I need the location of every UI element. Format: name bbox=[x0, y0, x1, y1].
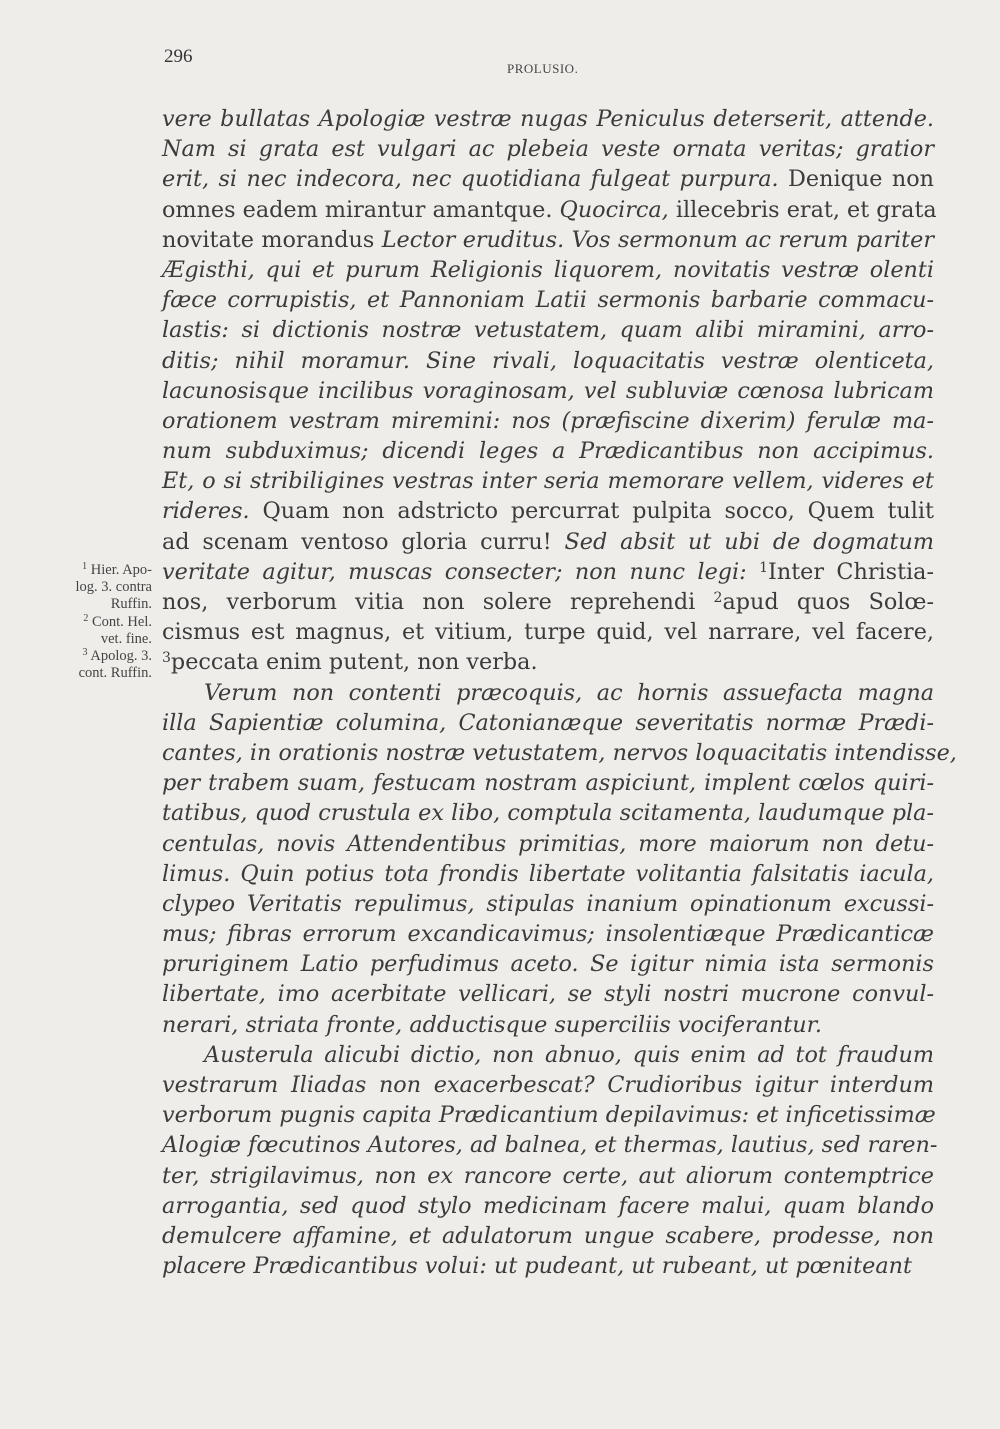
text-line bbox=[162, 798, 934, 828]
roman-text: Quam non adstricto percurrat pulpita socco, Quem tulit bbox=[249, 498, 934, 525]
text-line bbox=[162, 768, 934, 798]
text-line bbox=[162, 436, 934, 466]
italic-text: erit, si nec indecora, nec quotidiana fulgeat purpura. bbox=[162, 166, 779, 193]
roman-text: novitate morandus bbox=[162, 226, 382, 253]
italic-text: centulas, novis Attendentibus primitias, more maiorum non detu- bbox=[162, 830, 934, 857]
italic-text: Alogiæ fœcutinos Autores, ad balnea, et thermas, lautius, sed raren- bbox=[162, 1132, 938, 1159]
roman-text: Inter Christia- bbox=[768, 558, 935, 585]
roman-text: illecebris erat, et grata bbox=[668, 196, 937, 223]
italic-text: Quocirca, bbox=[559, 196, 669, 223]
italic-text: Verum non contenti præcoquis, ac hornis assuefacta magna bbox=[204, 679, 934, 706]
roman-text: ad scenam ventoso gloria curru! bbox=[162, 528, 565, 555]
italic-text: veritate agitur, muscas consecter; non nunc legi: bbox=[162, 558, 760, 585]
margin-note-line bbox=[30, 562, 152, 579]
text-line bbox=[162, 496, 934, 526]
margin-note-marker: 3 bbox=[82, 647, 88, 659]
italic-text: pruriginem Latio perfudimus aceto. Se igitur nimia ista sermonis bbox=[162, 951, 934, 978]
italic-text: lacunosisque incilibus voraginosam, vel subluviæ cœnosa lubricam bbox=[162, 377, 934, 404]
italic-text: Nam si grata est vulgari ac plebeia veste ornata veritas; gratior bbox=[162, 136, 934, 163]
italic-text: ditis; nihil moramur. Sine rivali, loquacitatis vestræ olenticeta, bbox=[162, 347, 934, 374]
footnote-marker: 2 bbox=[713, 590, 723, 606]
text-line bbox=[162, 195, 937, 225]
margin-note-line bbox=[30, 579, 152, 596]
roman-text: apud quos Solœ- bbox=[722, 589, 934, 615]
margin-note-line bbox=[30, 648, 152, 665]
text-line bbox=[162, 1100, 934, 1130]
text-line bbox=[162, 919, 934, 949]
text-line bbox=[162, 617, 934, 647]
margin-note-text: cont. Ruffin. bbox=[78, 665, 152, 682]
italic-text: fæce corrupistis, et Pannoniam Latii sermonis barbarie commacu- bbox=[162, 287, 934, 314]
text-line bbox=[162, 738, 957, 768]
roman-text: nos, verborum vitia non solere reprehendi bbox=[162, 589, 714, 615]
footnote-marker: 3 bbox=[162, 650, 171, 667]
margin-note-line bbox=[30, 631, 152, 648]
italic-text: Et, o si stribiligines vestras inter seria memorare vellem, videres et bbox=[162, 468, 934, 495]
text-line bbox=[162, 889, 934, 919]
margin-notes bbox=[30, 562, 152, 682]
margin-note-text: Ruffin. bbox=[110, 596, 152, 613]
margin-note-line bbox=[30, 614, 152, 631]
body-text bbox=[162, 104, 957, 1281]
text-line bbox=[162, 376, 934, 406]
text-line bbox=[162, 647, 934, 677]
text-line bbox=[162, 406, 934, 436]
footnote-marker: 1 bbox=[759, 559, 769, 576]
italic-text: verborum pugnis capita Prædicantium depilavimus: et inficetissimæ bbox=[162, 1102, 936, 1129]
text-line bbox=[162, 315, 934, 345]
margin-note-marker: 2 bbox=[83, 612, 89, 624]
italic-text: vere bullatas Apologiæ vestræ nugas Peniculus deterserit, attende. bbox=[162, 106, 934, 132]
text-line bbox=[162, 1040, 934, 1070]
text-line bbox=[162, 1070, 934, 1100]
italic-text: limus. Quin potius tota frondis libertate volitantia falsitatis iacula, bbox=[162, 860, 934, 887]
italic-text: Sed absit ut ubi de dogmatum bbox=[564, 528, 934, 555]
italic-text: num subduximus; dicendi leges a Prædicantibus non accipimus. bbox=[162, 438, 934, 465]
italic-text: tatibus, quod crustula ex libo, comptula scitamenta, laudumque pla- bbox=[162, 800, 934, 827]
text-line bbox=[162, 979, 934, 1009]
roman-text: Denique non bbox=[778, 166, 934, 193]
italic-text: rideres. bbox=[162, 498, 250, 525]
text-line bbox=[162, 949, 934, 979]
text-line bbox=[162, 1221, 934, 1251]
italic-text: libertate, imo acerbitate vellicari, se styli nostri mucrone convul- bbox=[162, 981, 934, 1008]
text-line bbox=[162, 678, 934, 708]
text-line bbox=[162, 527, 934, 557]
page-number: 296 bbox=[164, 46, 193, 67]
italic-text: ter, strigilavimus, non ex rancore certe, aut aliorum contemptrice bbox=[162, 1162, 934, 1189]
text-line bbox=[162, 255, 934, 285]
roman-text: omnes eadem mirantur amantque. bbox=[162, 196, 560, 223]
italic-text: Ægisthi, qui et purum Religionis liquorem, novitatis vestræ olenti bbox=[162, 256, 934, 283]
italic-text: placere Prædicantibus volui: ut pudeant, ut rubeant, ut pœniteant bbox=[162, 1253, 912, 1280]
italic-text: vestrarum Iliadas non exacerbescat? Crudioribus igitur interdum bbox=[162, 1072, 934, 1098]
italic-text: demulcere affamine, et adulatorum ungue scabere, prodesse, non bbox=[162, 1222, 934, 1249]
italic-text: cantes, in orationis nostræ vetustatem, nervos loquacitatis intendisse, bbox=[162, 739, 957, 766]
text-line bbox=[162, 104, 934, 134]
italic-text: arrogantia, sed quod stylo medicinam facere malui, quam blando bbox=[162, 1192, 934, 1219]
text-line bbox=[162, 587, 934, 617]
roman-text: peccata enim putent, non verba. bbox=[170, 649, 538, 676]
running-head: PROLUSIO. bbox=[507, 61, 579, 76]
margin-note-line bbox=[30, 665, 152, 682]
margin-note-line bbox=[30, 596, 152, 613]
text-line bbox=[162, 346, 934, 376]
margin-note-text: Cont. Hel. bbox=[91, 613, 152, 630]
text-line bbox=[162, 829, 934, 859]
italic-text: illa Sapientiæ columina, Catonianæque severitatis normæ Prædi- bbox=[162, 709, 934, 736]
text-line bbox=[162, 164, 934, 194]
italic-text: orationem vestram miremini: nos (præfiscine dixerim) ferulæ ma- bbox=[162, 407, 934, 434]
text-line bbox=[162, 285, 934, 315]
text-line bbox=[162, 1191, 934, 1221]
italic-text: clypeo Veritatis repulimus, stipulas inanium opinationum excussi- bbox=[162, 890, 934, 917]
italic-text: per trabem suam, festucam nostram aspiciunt, implent cœlos quiri- bbox=[162, 770, 934, 797]
margin-note-marker: 1 bbox=[82, 561, 88, 572]
italic-text: Austerula alicubi dictio, non abnuo, quis enim ad tot fraudum bbox=[204, 1041, 934, 1068]
text-line bbox=[162, 134, 934, 164]
italic-text: nerari, striata fronte, adductisque superciliis vociferantur. bbox=[162, 1011, 822, 1038]
text-line bbox=[162, 1251, 934, 1281]
text-line bbox=[162, 1161, 934, 1191]
margin-note-text: Apolog. 3. bbox=[90, 648, 152, 665]
text-line bbox=[162, 1010, 934, 1040]
text-line bbox=[162, 225, 934, 255]
text-line bbox=[162, 859, 934, 889]
text-line bbox=[162, 1130, 938, 1160]
text-line bbox=[162, 466, 934, 496]
italic-text: mus; fibras errorum excandicavimus; insolentiæque Prædicanticæ bbox=[162, 921, 934, 948]
italic-text: Lector eruditus. Vos sermonum ac rerum pariter bbox=[381, 226, 934, 253]
margin-note-text: Hier. Apo- bbox=[90, 562, 152, 578]
margin-note-text: vet. fine. bbox=[100, 630, 152, 647]
text-line bbox=[162, 557, 934, 587]
margin-note-text: log. 3. contra bbox=[75, 579, 152, 596]
italic-text: lastis: si dictionis nostræ vetustatem, quam alibi miramini, arro- bbox=[162, 317, 934, 344]
text-line bbox=[162, 708, 934, 738]
roman-text: cismus est magnus, et vitium, turpe quid, vel narrare, vel facere, bbox=[162, 619, 934, 646]
